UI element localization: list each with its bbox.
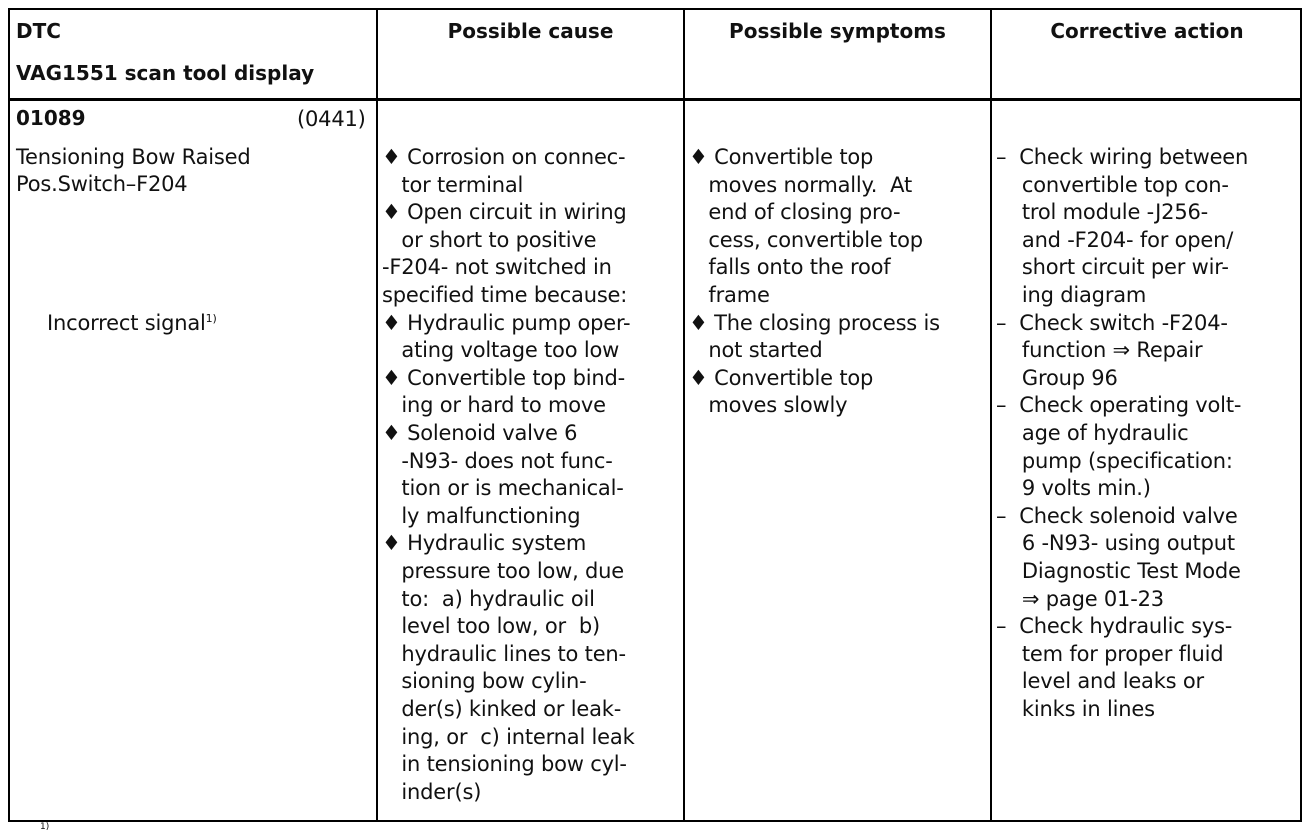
cause-line: ♦ Hydraulic pump oper-	[382, 310, 631, 335]
action-line: 9 volts min.)	[996, 476, 1151, 501]
component-name-line1: Tensioning Bow Raised	[16, 145, 251, 169]
symptom-line: cess, convertible top	[689, 227, 923, 252]
action-line: 6 -N93- using output	[996, 531, 1235, 556]
footnote-mark: 1)	[40, 822, 50, 832]
symptom-line: frame	[689, 283, 770, 307]
header-scan-tool: VAG1551 scan tool display	[16, 61, 315, 85]
component-name-line2: Pos.Switch–F204	[16, 172, 188, 196]
cause-line: level too low, or b)	[382, 614, 601, 639]
cause-line: ♦ Convertible top bind-	[382, 365, 626, 390]
cause-line: ing or hard to move	[382, 393, 606, 418]
action-line: Group 96	[996, 365, 1118, 390]
header-possible-symptoms: Possible symptoms	[729, 19, 946, 43]
cause-line: der(s) kinked or leak-	[382, 697, 622, 721]
cause-line: -F204- not switched in	[382, 255, 612, 280]
symptom-line: moves normally. At	[689, 172, 913, 197]
header-corrective-action: Corrective action	[1050, 19, 1244, 43]
column-divider-3	[990, 8, 992, 822]
cause-line: tor terminal	[382, 172, 524, 197]
symptom-line: ♦ Convertible top	[689, 365, 874, 390]
header-possible-cause: Possible cause	[447, 19, 614, 43]
action-line: short circuit per wir-	[996, 255, 1229, 280]
action-line: – Check solenoid valve	[996, 503, 1238, 528]
cause-line: ing, or c) internal leak	[382, 724, 635, 749]
column-divider-1	[376, 8, 378, 822]
action-line: tem for proper fluid	[996, 641, 1224, 666]
action-line: level and leaks or	[996, 669, 1204, 694]
symptom-line: not started	[689, 338, 823, 363]
fault-type	[47, 310, 217, 338]
symptom-line: moves slowly	[689, 393, 848, 418]
dtc-code: 01089	[16, 106, 86, 130]
action-line: – Check hydraulic sys-	[996, 614, 1233, 639]
cause-line: ♦ Solenoid valve 6	[382, 421, 578, 445]
header-divider	[8, 98, 1302, 101]
cause-line: specified time because:	[382, 283, 628, 307]
cause-line: inder(s)	[382, 779, 482, 804]
symptom-line: ♦ Convertible top	[689, 145, 874, 169]
cause-line: or short to positive	[382, 227, 597, 252]
action-line: age of hydraulic	[996, 421, 1189, 445]
symptom-line: end of closing pro-	[689, 200, 901, 225]
action-line: kinks in lines	[996, 697, 1155, 721]
action-line: convertible top con-	[996, 172, 1229, 197]
action-line: and -F204- for open/	[996, 227, 1234, 252]
cause-line: tion or is mechanical-	[382, 476, 624, 501]
action-line: ⇒ page 01-23	[996, 586, 1164, 611]
column-divider-2	[683, 8, 685, 822]
symptom-line: falls onto the roof	[689, 255, 891, 280]
cause-line: ♦ Open circuit in wiring	[382, 200, 627, 225]
cause-line: ating voltage too low	[382, 338, 620, 363]
cause-line: sioning bow cylin-	[382, 669, 587, 694]
cause-line: pressure too low, due	[382, 559, 624, 583]
cause-line: ♦ Corrosion on connec-	[382, 145, 626, 169]
header-dtc: DTC	[16, 19, 61, 43]
footnote-ref: 1)	[205, 312, 217, 325]
cause-line: ♦ Hydraulic system	[382, 531, 587, 556]
action-line: – Check switch -F204-	[996, 310, 1228, 335]
fault-type-text: Incorrect signal	[47, 311, 206, 335]
action-line: Diagnostic Test Mode	[996, 559, 1241, 583]
action-line: – Check wiring between	[996, 145, 1249, 169]
cause-line: -N93- does not func-	[382, 448, 613, 473]
action-line: function ⇒ Repair	[996, 338, 1203, 363]
dtc-secondary-code: (0441)	[297, 107, 366, 131]
symptom-line: ♦ The closing process is	[689, 310, 940, 335]
cause-line: ly malfunctioning	[382, 503, 581, 528]
action-line: – Check operating volt-	[996, 393, 1242, 418]
cause-line: to: a) hydraulic oil	[382, 586, 595, 611]
cause-line: hydraulic lines to ten-	[382, 641, 626, 666]
action-line: pump (specification:	[996, 448, 1233, 473]
action-line: trol module -J256-	[996, 200, 1209, 225]
cause-line: in tensioning bow cyl-	[382, 752, 627, 777]
action-line: ing diagram	[996, 283, 1147, 307]
